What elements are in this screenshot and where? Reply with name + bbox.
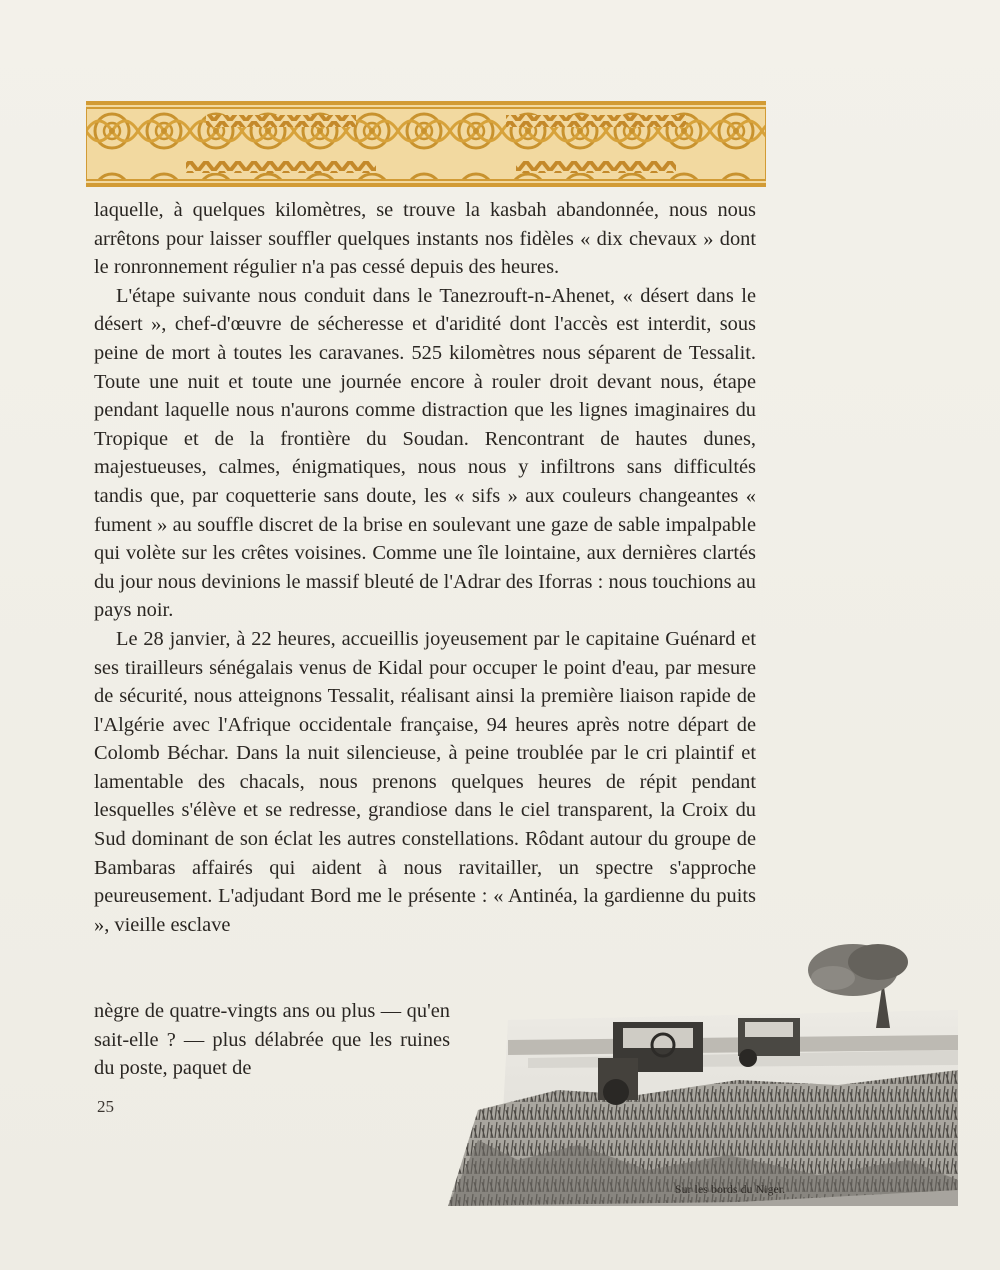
paragraph-1: laquelle, à quelques kilomètres, se trouve la kasbah abandonnée, nous nous arrêtons pour laisser souffler quelques instants nos fidèles « dix chevaux » dont le ronronnement régulier n'a pas cessé depuis des heures. — [94, 199, 756, 279]
photo-caption: Sur les bords du Niger. — [675, 1184, 786, 1196]
paragraph-continuation: nègre de quatre-vingts ans ou plus — qu'en sait-elle ? — plus délabrée que les ruines du poste, paquet de — [94, 1000, 450, 1080]
paragraph-3: Le 28 janvier, à 22 heures, accueillis joyeusement par le capitaine Guénard et ses tirailleurs sénégalais venus de Kidal pour occuper le point d'eau, par mesure de sécurité, nous atteignons Tessalit, réalisant ainsi la première liaison rapide de l'Algérie avec l'Afrique occidentale française, 94 heures après notre départ de Colomb Béchar. Dans la nuit silencieuse, à peine troublée par le cri plaintif et lamentable des chacals, nous prenons quelques heures de répit pendant lesquelles s'élève et se redresse, grandiose dans le ciel transparent, la Croix du Sud dominant de son éclat les autres constellations. Rôdant autour du groupe de Bambaras affairés qui aident à nous ravitailler, un spectre s'approche peureusement. L'adjudant Bord me le présente : « Antinéa, la gardienne du puits », vieille esclave — [94, 627, 756, 936]
paragraph-2: L'étape suivante nous conduit dans le Tanezrouft-n-Ahenet, « désert dans le désert », chef-d'œuvre de sécheresse et d'aridité dont l'accès est interdit, sous peine de mort à toutes les caravanes. 525 kilomètres nous séparent de Tessalit. Toute une nuit et toute une journée encore à rouler droit devant nous, étape pendant laquelle nous n'aurons comme distraction que les lignes imaginaires du Tropique et de la frontière du Soudan. Rencontrant de hautes dunes, majestueuses, calmes, énigmatiques, nous nous y infiltrons sans difficultés tandis que, par coquetterie sans doute, les « sifs » aux couleurs changeantes « fument » au souffle discret de la brise en soulevant une gaze de sable impalpable qui volète sur les crêtes voisines. Comme une île lointaine, aux dernières clartés du jour nous devinions le massif bleuté de l'Adrar des Iforras : nous touchions au pays noir. — [94, 284, 756, 622]
photo-niger-riverbank — [438, 940, 960, 1206]
body-text — [94, 196, 756, 939]
ornamental-header-band — [86, 101, 766, 187]
page-number: 25 — [97, 1097, 114, 1116]
